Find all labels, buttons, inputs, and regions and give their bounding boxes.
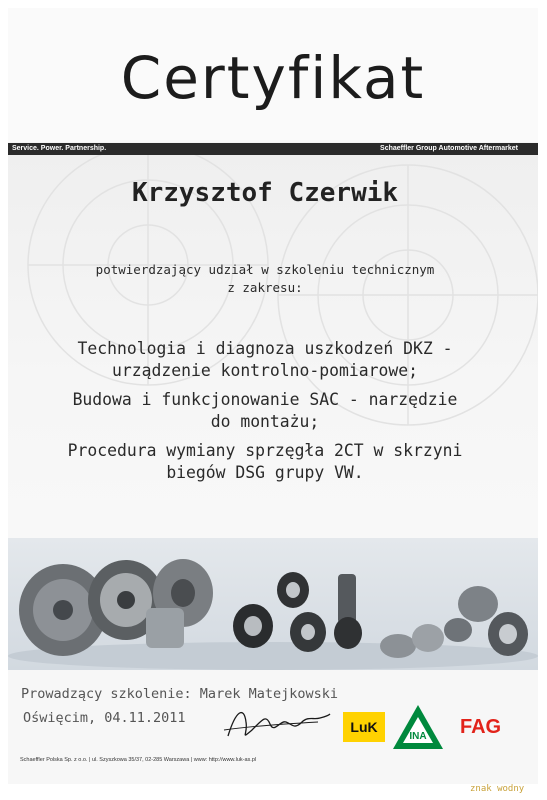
ina-logo — [391, 703, 445, 751]
trainer-line: Prowadzący szkolenie: Marek Matejkowski — [21, 686, 338, 702]
automotive-parts-photo — [8, 538, 538, 670]
slogan: Service. Power. Partnership. — [12, 145, 107, 152]
topic-line: Procedura wymiany sprzęgła 2CT w skrzyni — [67, 441, 463, 460]
signature-image — [222, 700, 332, 744]
parts-illustration — [8, 538, 538, 670]
brand-bar — [8, 143, 538, 155]
topic-item — [0, 338, 530, 382]
luk-logo: LuK — [343, 712, 385, 742]
certificate-title: Certyfikat — [120, 44, 426, 112]
topic-line: urządzenie kontrolno-pomiarowe; — [112, 361, 418, 380]
topic-line: biegów DSG grupy VW. — [166, 463, 364, 482]
brand-line: Schaeffler Group Automotive Aftermarket — [380, 145, 518, 152]
training-topics — [0, 338, 530, 484]
intro-line: potwierdzający udział w szkoleniu technicznym — [95, 262, 435, 277]
topic-item — [0, 440, 530, 484]
fag-logo: FAG — [460, 716, 502, 738]
watermark-text: znak wodny — [470, 784, 525, 794]
topic-line: Budowa i funkcjonowanie SAC - narzędzie — [72, 390, 458, 409]
intro-text — [0, 261, 530, 297]
ina-logo-text: INA — [409, 731, 427, 742]
topic-line: do montażu; — [210, 412, 320, 431]
place-date: Oświęcim, 04.11.2011 — [23, 710, 186, 726]
topic-line: Technologia i diagnoza uszkodzeń DKZ - — [77, 339, 453, 358]
intro-line: z zakresu: — [227, 280, 303, 295]
recipient-name: Krzysztof Czerwik — [131, 178, 399, 208]
topic-item — [0, 389, 530, 433]
company-address: Schaeffler Polska Sp. z o.o. | ul. Szyszkowa 35/37, 02-285 Warszawa | www: http://www.luk-as.pl — [20, 757, 257, 763]
